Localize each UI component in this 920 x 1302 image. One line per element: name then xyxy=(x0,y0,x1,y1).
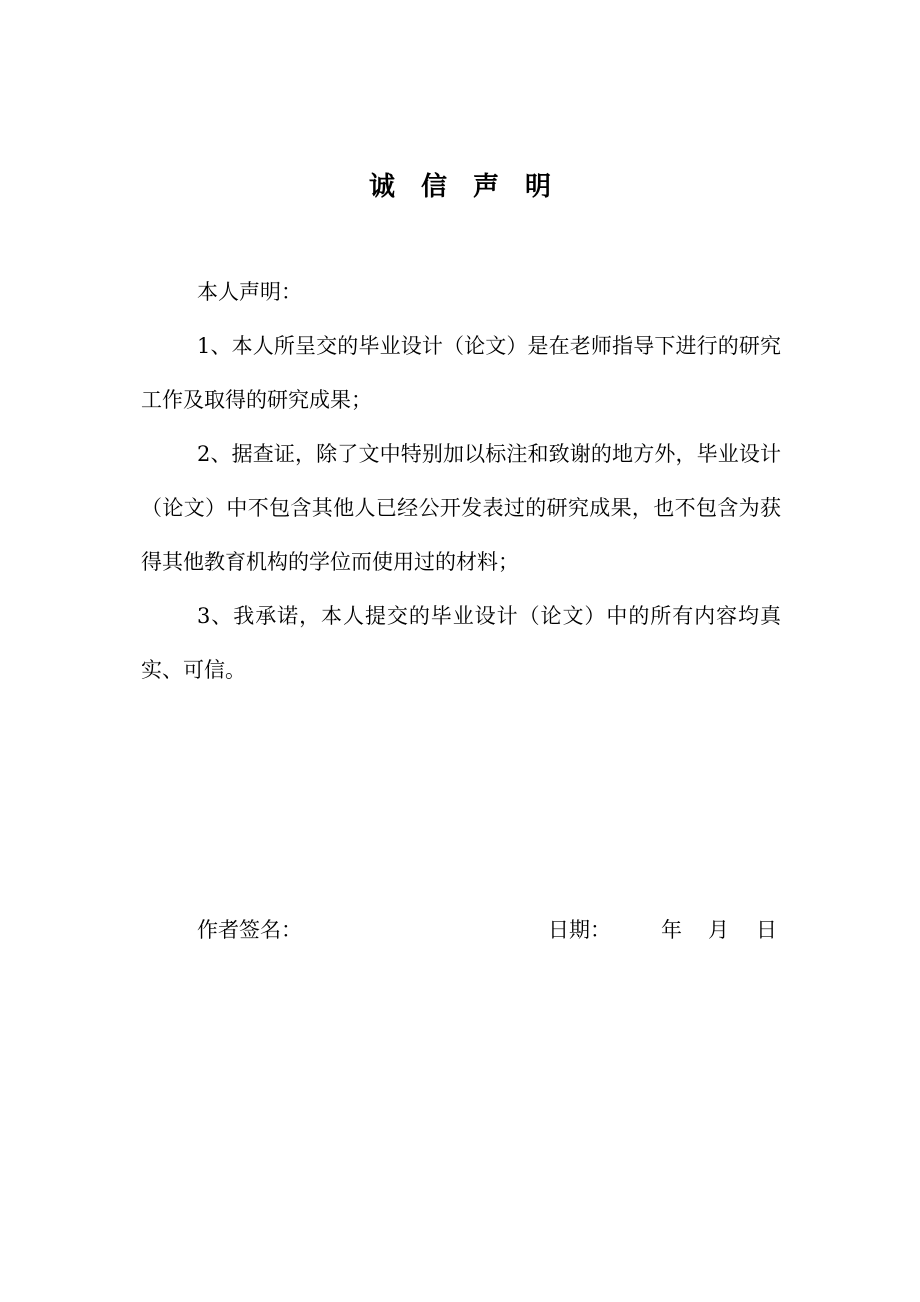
page-title: 诚信声明 xyxy=(368,172,577,202)
declaration-body xyxy=(141,265,781,697)
declaration-clause-1: 1、本人所呈交的毕业设计（论文）是在老师指导下进行的研究工作及取得的研究成果； xyxy=(141,334,781,412)
author-signature-label: 作者签名： xyxy=(197,918,302,942)
date-label: 日期： xyxy=(548,918,611,942)
date-year-label: 年 xyxy=(661,918,682,942)
declaration-clause-2: 2、据查证，除了文中特别加以标注和致谢的地方外，毕业设计（论文）中不包含其他人已经公开发表过的研究成果，也不包含为获得其他教育机构的学位而使用过的材料； xyxy=(141,442,781,574)
date-day-label: 日 xyxy=(756,918,777,942)
date-month-label: 月 xyxy=(708,918,729,942)
declaration-clause-3: 3、我承诺，本人提交的毕业设计（论文）中的所有内容均真实、可信。 xyxy=(141,604,781,682)
declaration-intro: 本人声明： xyxy=(197,280,302,304)
